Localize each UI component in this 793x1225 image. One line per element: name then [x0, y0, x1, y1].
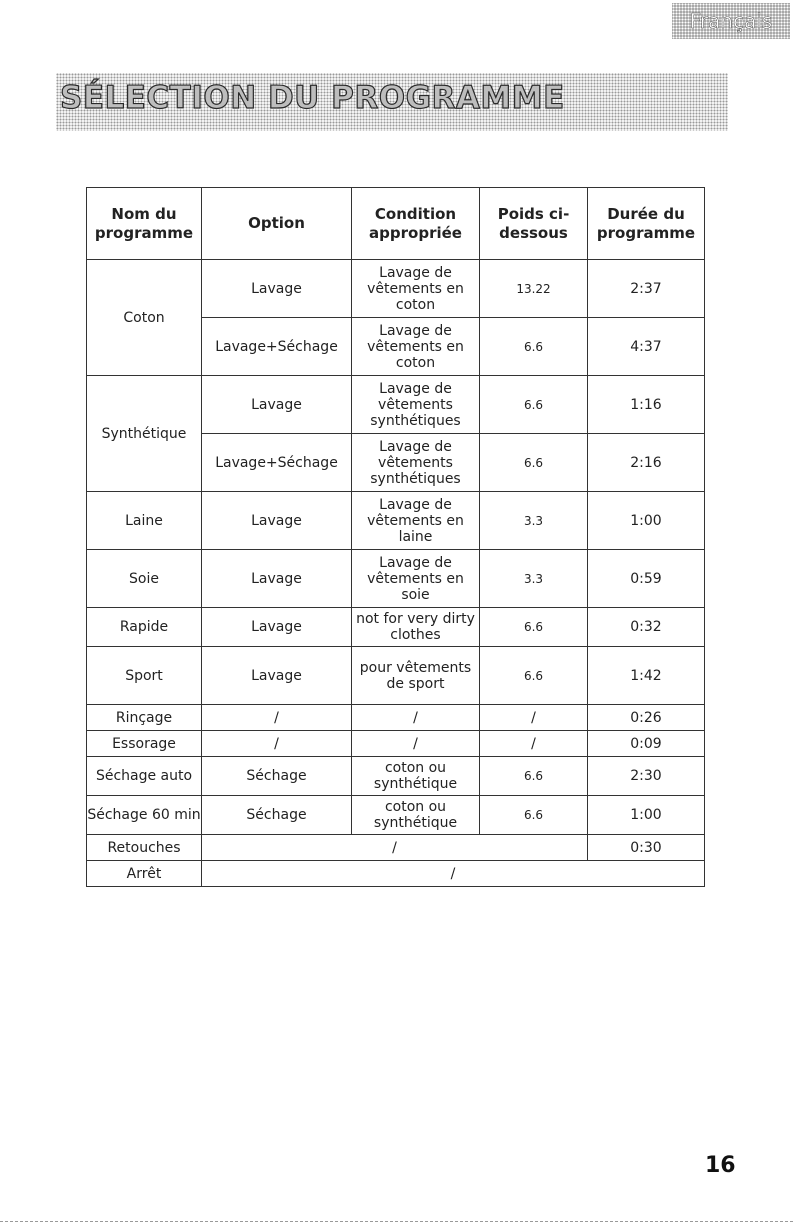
program-option: Lavage: [202, 260, 352, 318]
program-name: Séchage auto: [87, 757, 202, 796]
program-name: Laine: [87, 492, 202, 550]
program-weight: 13.22: [480, 260, 588, 318]
page-number: 16: [705, 1153, 736, 1178]
program-weight: 6.6: [480, 647, 588, 705]
program-name: Arrêt: [87, 861, 202, 887]
program-duration: 0:30: [588, 835, 705, 861]
program-weight: 6.6: [480, 608, 588, 647]
program-option: Lavage: [202, 492, 352, 550]
program-merged-cell: /: [202, 861, 705, 887]
table-row: [87, 647, 705, 705]
language-label: Français: [689, 9, 773, 33]
program-condition: /: [352, 705, 480, 731]
program-weight: 6.6: [480, 318, 588, 376]
program-duration: 0:26: [588, 705, 705, 731]
program-name: Synthétique: [87, 376, 202, 492]
program-duration: 1:00: [588, 796, 705, 835]
program-option: Lavage+Séchage: [202, 318, 352, 376]
program-option: Séchage: [202, 796, 352, 835]
table-row: [87, 796, 705, 835]
program-condition: not for very dirty clothes: [352, 608, 480, 647]
program-duration: 0:32: [588, 608, 705, 647]
program-table: [86, 187, 705, 887]
program-duration: 2:16: [588, 434, 705, 492]
program-condition: pour vêtements de sport: [352, 647, 480, 705]
program-duration: 0:09: [588, 731, 705, 757]
program-option: Lavage: [202, 608, 352, 647]
program-duration: 2:37: [588, 260, 705, 318]
program-option: /: [202, 731, 352, 757]
table-header-row: [87, 188, 705, 260]
header-weight: Poids ci-dessous: [480, 188, 588, 260]
program-merged-cell: /: [202, 835, 588, 861]
program-condition: Lavage de vêtements en soie: [352, 550, 480, 608]
program-condition: Lavage de vêtements en laine: [352, 492, 480, 550]
program-weight: 3.3: [480, 550, 588, 608]
table-row: [87, 731, 705, 757]
header-condition: Condition appropriée: [352, 188, 480, 260]
program-name: Rinçage: [87, 705, 202, 731]
program-name: Essorage: [87, 731, 202, 757]
program-duration: 1:00: [588, 492, 705, 550]
program-condition: coton ou synthétique: [352, 757, 480, 796]
table-row: [87, 705, 705, 731]
language-tab: [672, 3, 790, 39]
program-option: /: [202, 705, 352, 731]
table-row: [87, 608, 705, 647]
program-condition: Lavage de vêtements en coton: [352, 318, 480, 376]
program-condition: Lavage de vêtements en coton: [352, 260, 480, 318]
program-duration: 4:37: [588, 318, 705, 376]
program-duration: 1:16: [588, 376, 705, 434]
table-row: [87, 550, 705, 608]
table-row: [87, 835, 705, 861]
program-option: Lavage+Séchage: [202, 434, 352, 492]
header-name: Nom du programme: [87, 188, 202, 260]
program-option: Lavage: [202, 550, 352, 608]
program-condition: /: [352, 731, 480, 757]
program-name: Coton: [87, 260, 202, 376]
table-row: [87, 757, 705, 796]
program-name: Séchage 60 min: [87, 796, 202, 835]
program-name: Soie: [87, 550, 202, 608]
program-weight: 6.6: [480, 757, 588, 796]
program-weight: /: [480, 705, 588, 731]
program-duration: 1:42: [588, 647, 705, 705]
program-duration: 2:30: [588, 757, 705, 796]
program-weight: /: [480, 731, 588, 757]
table-row: [87, 861, 705, 887]
program-name: Sport: [87, 647, 202, 705]
program-name: Rapide: [87, 608, 202, 647]
program-option: Lavage: [202, 647, 352, 705]
program-weight: 6.6: [480, 376, 588, 434]
table-row: [87, 492, 705, 550]
program-option: Séchage: [202, 757, 352, 796]
header-duration: Durée du programme: [588, 188, 705, 260]
program-condition: Lavage de vêtements synthétiques: [352, 434, 480, 492]
program-weight: 3.3: [480, 492, 588, 550]
program-weight: 6.6: [480, 434, 588, 492]
bottom-divider: [0, 1221, 793, 1222]
program-condition: coton ou synthétique: [352, 796, 480, 835]
page-title: SÉLECTION DU PROGRAMME: [60, 80, 565, 116]
program-option: Lavage: [202, 376, 352, 434]
program-name: Retouches: [87, 835, 202, 861]
program-condition: Lavage de vêtements synthétiques: [352, 376, 480, 434]
program-duration: 0:59: [588, 550, 705, 608]
header-option: Option: [202, 188, 352, 260]
program-weight: 6.6: [480, 796, 588, 835]
table-row: [87, 260, 705, 318]
table-row: [87, 376, 705, 434]
